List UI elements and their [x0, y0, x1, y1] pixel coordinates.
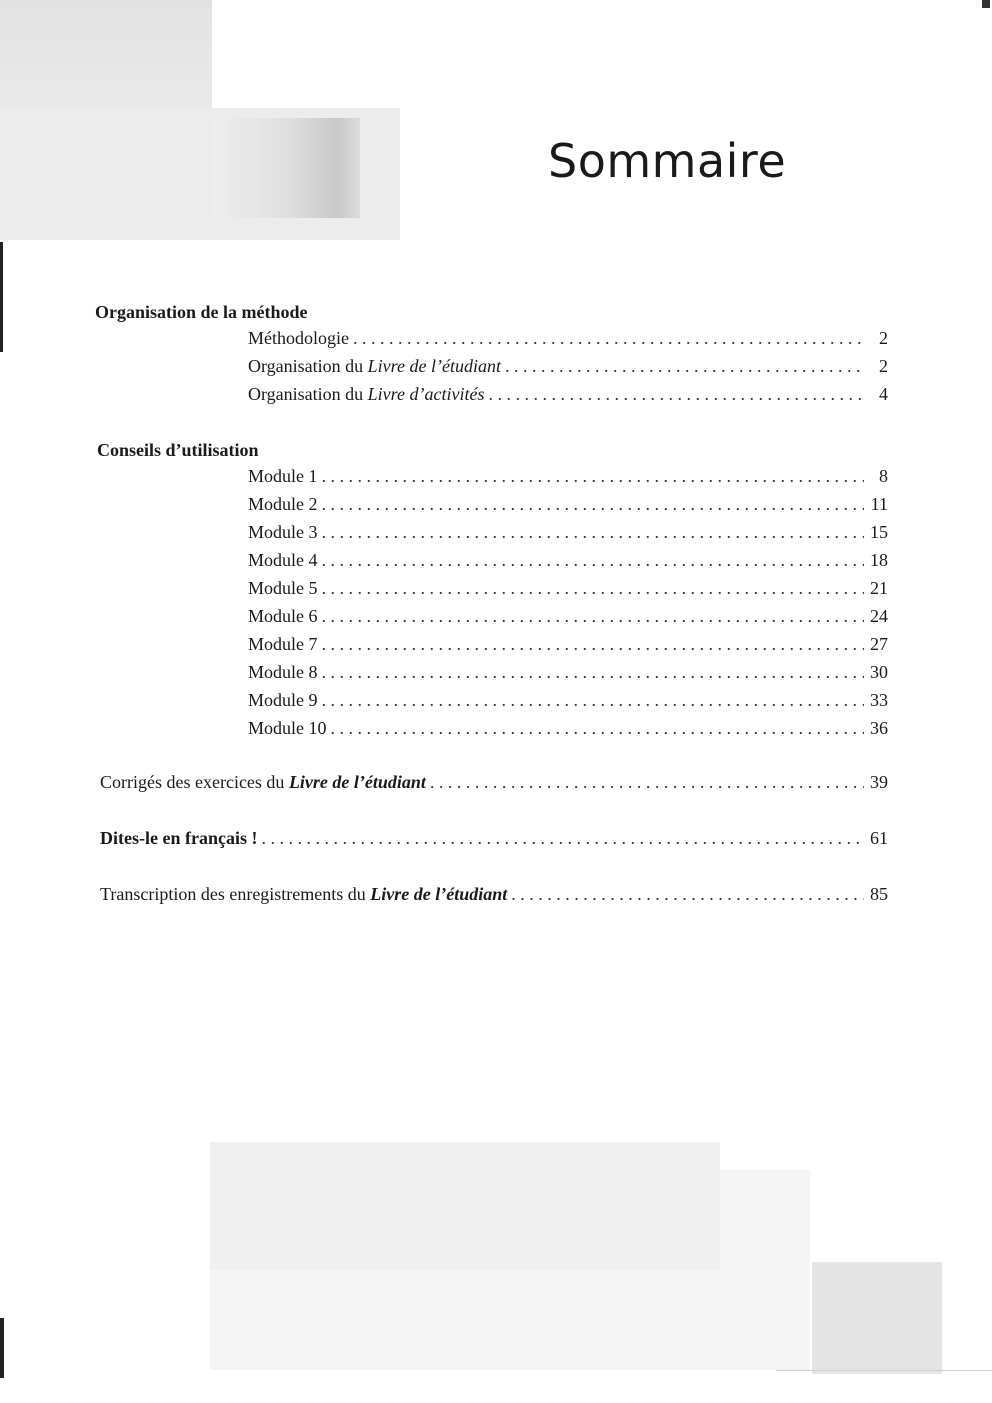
toc-page-number: 61 [870, 828, 888, 848]
toc-entry[interactable] [248, 606, 888, 632]
toc-entry[interactable] [100, 828, 888, 854]
toc-entry[interactable] [100, 884, 888, 910]
toc-entry-label: Module 3 [248, 522, 318, 542]
dot-leader [322, 522, 865, 543]
toc-page-number: 39 [870, 772, 888, 792]
toc-page-number: 8 [879, 466, 888, 486]
toc-entry[interactable] [248, 522, 888, 548]
toc-entry-label: Module 6 [248, 606, 318, 626]
dot-leader [322, 606, 865, 627]
toc-entry-label: Module 8 [248, 662, 318, 682]
dot-leader [261, 828, 864, 849]
page-edge-line [0, 242, 3, 352]
toc-entry[interactable] [248, 690, 888, 716]
dot-leader [322, 550, 865, 571]
toc-page-number: 24 [870, 606, 888, 626]
dot-leader [353, 328, 864, 349]
toc-entry[interactable] [248, 634, 888, 660]
toc-entry[interactable] [248, 578, 888, 604]
toc-entry-label: Module 9 [248, 690, 318, 710]
toc-entry[interactable] [248, 550, 888, 576]
toc-page-number: 15 [870, 522, 888, 542]
dot-leader [430, 772, 864, 793]
toc-entry-label: Module 5 [248, 578, 318, 598]
toc-page-number: 21 [870, 578, 888, 598]
toc-entry-label: Module 2 [248, 494, 318, 514]
dot-leader [322, 466, 865, 487]
toc-entry-label: Dites-le en français ! [100, 828, 258, 848]
toc-entry-label: Module 7 [248, 634, 318, 654]
toc-page-number: 33 [870, 690, 888, 710]
toc-page-number: 30 [870, 662, 888, 682]
toc-entry[interactable] [248, 328, 888, 354]
toc-entry[interactable] [248, 384, 888, 410]
toc-page-number: 18 [870, 550, 888, 570]
toc-entry[interactable] [248, 356, 888, 382]
dot-leader [322, 690, 865, 711]
toc-page-number: 36 [870, 718, 888, 738]
toc-page-number: 4 [879, 384, 888, 404]
dot-leader [322, 634, 865, 655]
dot-leader [322, 578, 865, 599]
dot-leader [322, 662, 865, 683]
toc-page-number: 85 [870, 884, 888, 904]
toc-page-number: 2 [879, 328, 888, 348]
dot-leader [505, 356, 864, 377]
page-title: Sommaire [548, 134, 787, 188]
toc-entry-label: Organisation du Livre de l’étudiant [248, 356, 501, 376]
page-edge-line [0, 1318, 4, 1378]
toc-entry-label: Méthodologie [248, 328, 349, 348]
section-heading: Organisation de la méthode [95, 302, 308, 322]
toc-entry[interactable] [248, 466, 888, 492]
toc-entry-label: Module 4 [248, 550, 318, 570]
dot-leader [322, 494, 865, 515]
dot-leader [331, 718, 865, 739]
toc-page-number: 11 [870, 494, 888, 514]
corner-mark [982, 0, 990, 8]
toc-entry[interactable] [248, 662, 888, 688]
decorative-band-bottom [210, 1142, 720, 1270]
toc-entry[interactable] [248, 718, 888, 744]
toc-entry-label: Organisation du Livre d’activités [248, 384, 485, 404]
toc-entry[interactable] [100, 772, 888, 798]
toc-entry-label: Module 1 [248, 466, 318, 486]
toc-page-number: 2 [879, 356, 888, 376]
decorative-block-bottom-right [812, 1262, 942, 1374]
dot-leader [511, 884, 864, 905]
section-heading: Conseils d’utilisation [97, 440, 259, 460]
toc-entry[interactable] [248, 494, 888, 520]
toc-entry-label: Transcription des enregistrements du Livre de l’étudiant [100, 884, 508, 904]
toc-entry-label: Corrigés des exercices du Livre de l’étudiant [100, 772, 426, 792]
toc-page-number: 27 [870, 634, 888, 654]
dot-leader [488, 384, 864, 405]
decorative-gradient-bar [212, 118, 360, 218]
bottom-rule [776, 1370, 992, 1371]
toc-entry-label: Module 10 [248, 718, 327, 738]
